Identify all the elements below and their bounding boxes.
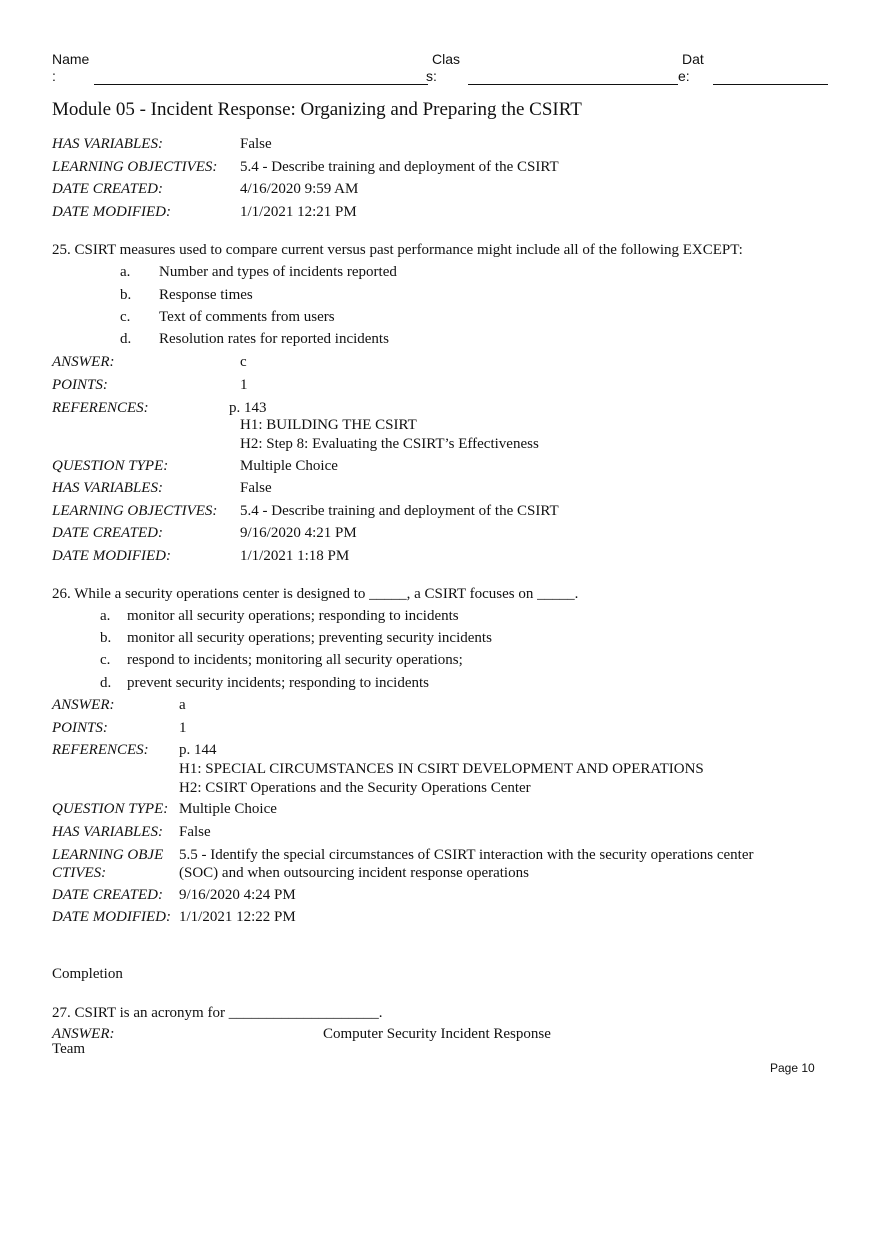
question-type-label: QUESTION TYPE: xyxy=(52,801,169,817)
date-created-label: DATE CREATED: xyxy=(52,525,163,541)
reference-line: H1: SPECIAL CIRCUMSTANCES IN CSIRT DEVELOPMENT AND OPERATIONS xyxy=(179,761,704,777)
option-letter: a. xyxy=(120,264,131,280)
option-text: monitor all security operations; preventing security incidents xyxy=(127,630,492,646)
learning-objectives-label: LEARNING OBJECTIVES: xyxy=(52,503,218,519)
question-type-value: Multiple Choice xyxy=(179,801,277,817)
option-text: Response times xyxy=(159,287,253,303)
option-text: monitor all security operations; responding to incidents xyxy=(127,608,459,624)
class-label-colon: s: xyxy=(426,68,437,84)
references-label: REFERENCES: xyxy=(52,742,149,758)
learning-objectives-label-cont: CTIVES: xyxy=(52,865,107,881)
meta-label: HAS VARIABLES: xyxy=(52,136,163,152)
name-field[interactable] xyxy=(94,84,428,85)
date-label-colon: e: xyxy=(678,68,690,84)
meta-label: DATE CREATED: xyxy=(52,181,163,197)
has-variables-label: HAS VARIABLES: xyxy=(52,824,163,840)
option-text: Number and types of incidents reported xyxy=(159,264,397,280)
points-value: 1 xyxy=(179,720,187,736)
option-letter: d. xyxy=(100,675,112,691)
option-letter: b. xyxy=(100,630,112,646)
date-field[interactable] xyxy=(713,84,828,85)
points-label: POINTS: xyxy=(52,377,108,393)
meta-value: 1/1/2021 12:21 PM xyxy=(240,204,357,220)
answer-label: ANSWER: xyxy=(52,1026,115,1042)
name-label-colon: : xyxy=(52,68,56,84)
question-text: 26. While a security operations center is designed to _____, a CSIRT focuses on _____. xyxy=(52,586,579,602)
option-text: prevent security incidents; responding to incidents xyxy=(127,675,430,691)
reference-line: H2: Step 8: Evaluating the CSIRT’s Effectiveness xyxy=(240,436,539,452)
section-heading: Completion xyxy=(52,966,123,982)
question-type-label: QUESTION TYPE: xyxy=(52,458,169,474)
option-text: Resolution rates for reported incidents xyxy=(159,331,389,347)
meta-value: 4/16/2020 9:59 AM xyxy=(240,181,359,197)
option-letter: d. xyxy=(120,331,132,347)
answer-value-cont: Team xyxy=(52,1041,86,1057)
learning-objectives-value-cont: (SOC) and when outsourcing incident response operations xyxy=(179,865,529,881)
meta-value: 5.4 - Describe training and deployment of the CSIRT xyxy=(240,159,559,175)
option-letter: a. xyxy=(100,608,111,624)
question-type-value: Multiple Choice xyxy=(240,458,338,474)
date-created-label: DATE CREATED: xyxy=(52,887,163,903)
class-field[interactable] xyxy=(468,84,678,85)
option-text: respond to incidents; monitoring all security operations; xyxy=(127,652,463,668)
date-created-value: 9/16/2020 4:24 PM xyxy=(179,887,296,903)
learning-objectives-value: 5.5 - Identify the special circumstances of CSIRT interaction with the security operations center xyxy=(179,847,754,863)
date-modified-label: DATE MODIFIED: xyxy=(52,548,171,564)
meta-label: DATE MODIFIED: xyxy=(52,204,171,220)
option-letter: c. xyxy=(120,309,131,325)
points-label: POINTS: xyxy=(52,720,108,736)
date-modified-value: 1/1/2021 12:22 PM xyxy=(179,909,296,925)
page-number: Page 10 xyxy=(770,1061,815,1075)
answer-value: Computer Security Incident Response xyxy=(323,1026,551,1042)
question-text: 25. CSIRT measures used to compare current versus past performance might include all of the following EXCEPT: xyxy=(52,242,743,258)
date-created-value: 9/16/2020 4:21 PM xyxy=(240,525,357,541)
question-text: 27. CSIRT is an acronym for ____________________. xyxy=(52,1005,383,1021)
references-label: REFERENCES: xyxy=(52,400,149,416)
module-title: Module 05 - Incident Response: Organizing and Preparing the CSIRT xyxy=(52,99,582,120)
option-letter: b. xyxy=(120,287,132,303)
reference-line: p. 143 xyxy=(229,400,267,416)
name-label: Name xyxy=(52,51,90,67)
class-label: Clas xyxy=(432,51,461,67)
learning-objectives-value: 5.4 - Describe training and deployment of the CSIRT xyxy=(240,503,559,519)
has-variables-value: False xyxy=(240,480,272,496)
learning-objectives-label: LEARNING OBJE xyxy=(52,847,164,863)
meta-value: False xyxy=(240,136,272,152)
answer-value: c xyxy=(240,354,247,370)
points-value: 1 xyxy=(240,377,248,393)
meta-label: LEARNING OBJECTIVES: xyxy=(52,159,218,175)
option-text: Text of comments from users xyxy=(159,309,335,325)
answer-label: ANSWER: xyxy=(52,697,115,713)
date-modified-value: 1/1/2021 1:18 PM xyxy=(240,548,350,564)
reference-line: p. 144 xyxy=(179,742,217,758)
has-variables-value: False xyxy=(179,824,211,840)
date-label: Dat xyxy=(682,51,704,67)
reference-line: H1: BUILDING THE CSIRT xyxy=(240,417,417,433)
option-letter: c. xyxy=(100,652,111,668)
date-modified-label: DATE MODIFIED: xyxy=(52,909,171,925)
reference-line: H2: CSIRT Operations and the Security Operations Center xyxy=(179,780,531,796)
answer-value: a xyxy=(179,697,186,713)
answer-label: ANSWER: xyxy=(52,354,115,370)
has-variables-label: HAS VARIABLES: xyxy=(52,480,163,496)
